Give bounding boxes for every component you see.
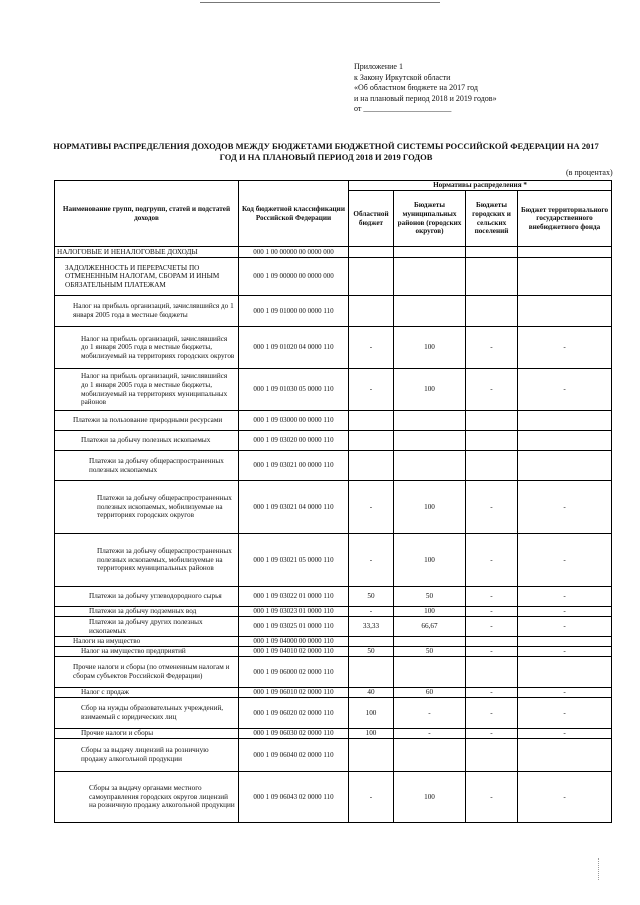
row-name: Сбор на нужды образовательных учреждений, взимаемый с юридических лиц <box>55 698 239 729</box>
row-settlements-value: - <box>466 534 518 587</box>
row-settlements-value: - <box>466 481 518 534</box>
row-regional-value: - <box>349 369 394 411</box>
row-name: Платежи за добычу углеводородного сырья <box>55 587 239 607</box>
row-fund-value: - <box>518 369 612 411</box>
row-municipal-value <box>394 657 466 688</box>
row-name: Платежи за добычу полезных ископаемых <box>55 431 239 451</box>
row-municipal-value <box>394 411 466 431</box>
row-settlements-value: - <box>466 729 518 739</box>
appendix-line: и на плановый период 2018 и 2019 годов» <box>354 93 497 103</box>
row-municipal-value: 60 <box>394 688 466 698</box>
row-fund-value: - <box>518 587 612 607</box>
row-fund-value: - <box>518 729 612 739</box>
row-settlements-value: - <box>466 369 518 411</box>
row-municipal-value: 100 <box>394 369 466 411</box>
table-row <box>55 698 612 729</box>
table-row <box>55 247 612 258</box>
header-name: Наименование групп, подгрупп, статей и подстатей доходов <box>55 181 239 247</box>
row-code: 000 1 09 03000 00 0000 110 <box>239 411 349 431</box>
row-municipal-value: 50 <box>394 587 466 607</box>
row-name: Прочие налоги и сборы (по отмененным налогам и сборам субъектов Российской Федерации) <box>55 657 239 688</box>
table-body <box>55 247 612 823</box>
row-fund-value: - <box>518 327 612 369</box>
row-fund-value: - <box>518 617 612 637</box>
row-settlements-value: - <box>466 607 518 617</box>
row-regional-value: 40 <box>349 688 394 698</box>
row-regional-value: 50 <box>349 587 394 607</box>
row-name: Налог с продаж <box>55 688 239 698</box>
row-settlements-value: - <box>466 587 518 607</box>
row-fund-value <box>518 657 612 688</box>
row-fund-value: - <box>518 481 612 534</box>
row-settlements-value: - <box>466 327 518 369</box>
table-row <box>55 369 612 411</box>
row-municipal-value: - <box>394 729 466 739</box>
row-municipal-value: 100 <box>394 327 466 369</box>
table-row <box>55 258 612 296</box>
row-code: 000 1 09 03021 05 0000 110 <box>239 534 349 587</box>
row-settlements-value <box>466 739 518 772</box>
row-municipal-value: 50 <box>394 647 466 657</box>
row-fund-value <box>518 258 612 296</box>
header-settlements: Бюджеты городских и сельских поселений <box>466 191 518 247</box>
row-code: 000 1 09 04010 02 0000 110 <box>239 647 349 657</box>
row-settlements-value <box>466 247 518 258</box>
row-fund-value: - <box>518 647 612 657</box>
row-code: 000 1 09 06020 02 0000 110 <box>239 698 349 729</box>
row-code: 000 1 09 01000 00 0000 110 <box>239 296 349 327</box>
row-name: Платежи за добычу общераспространенных полезных ископаемых <box>55 451 239 481</box>
appendix-line: к Закону Иркутской области <box>354 72 451 82</box>
row-regional-value: - <box>349 607 394 617</box>
row-code: 000 1 09 04000 00 0000 110 <box>239 637 349 647</box>
row-municipal-value: 100 <box>394 481 466 534</box>
row-code: 000 1 09 03021 00 0000 110 <box>239 451 349 481</box>
row-name: Прочие налоги и сборы <box>55 729 239 739</box>
row-settlements-value: - <box>466 772 518 823</box>
table-row <box>55 772 612 823</box>
appendix-block <box>354 62 497 115</box>
row-fund-value <box>518 431 612 451</box>
row-regional-value <box>349 258 394 296</box>
row-code: 000 1 09 03025 01 0000 110 <box>239 617 349 637</box>
row-settlements-value <box>466 451 518 481</box>
header-code: Код бюджетной классификации Российской Федерации <box>239 181 349 247</box>
row-code: 000 1 00 00000 00 0000 000 <box>239 247 349 258</box>
row-municipal-value <box>394 247 466 258</box>
row-fund-value: - <box>518 607 612 617</box>
table-row <box>55 431 612 451</box>
row-regional-value <box>349 657 394 688</box>
row-code: 000 1 09 00000 00 0000 000 <box>239 258 349 296</box>
row-municipal-value: - <box>394 698 466 729</box>
row-code: 000 1 09 06040 02 0000 110 <box>239 739 349 772</box>
row-regional-value <box>349 637 394 647</box>
table-row <box>55 587 612 607</box>
row-municipal-value: 66,67 <box>394 617 466 637</box>
table-row <box>55 534 612 587</box>
row-name: Платежи за добычу общераспространенных полезных ископаемых, мобилизуемые на территориях городских округов <box>55 481 239 534</box>
header-municipal: Бюджеты муниципальных районов (городских округов) <box>394 191 466 247</box>
row-settlements-value <box>466 637 518 647</box>
row-settlements-value: - <box>466 688 518 698</box>
row-code: 000 1 09 06010 02 0000 110 <box>239 688 349 698</box>
row-name: НАЛОГОВЫЕ И НЕНАЛОГОВЫЕ ДОХОДЫ <box>55 247 239 258</box>
row-code: 000 1 09 03022 01 0000 110 <box>239 587 349 607</box>
row-settlements-value: - <box>466 698 518 729</box>
row-regional-value <box>349 451 394 481</box>
row-regional-value: 50 <box>349 647 394 657</box>
table-row <box>55 688 612 698</box>
row-settlements-value <box>466 657 518 688</box>
row-regional-value: - <box>349 327 394 369</box>
row-fund-value <box>518 296 612 327</box>
unit-note: (в процентах) <box>566 168 613 177</box>
row-fund-value: - <box>518 534 612 587</box>
table-row <box>55 739 612 772</box>
row-name: Сборы за выдачу органами местного самоуправления городских округов лицензий на розничную продажу алкогольной продукции <box>55 772 239 823</box>
row-municipal-value <box>394 739 466 772</box>
row-regional-value: - <box>349 534 394 587</box>
row-name: Налог на имущество предприятий <box>55 647 239 657</box>
row-settlements-value <box>466 431 518 451</box>
row-regional-value <box>349 411 394 431</box>
table-row <box>55 637 612 647</box>
table-row <box>55 647 612 657</box>
top-border-line <box>200 2 440 3</box>
table-row <box>55 729 612 739</box>
table-row <box>55 411 612 431</box>
row-code: 000 1 09 01020 04 0000 110 <box>239 327 349 369</box>
row-code: 000 1 09 03021 04 0000 110 <box>239 481 349 534</box>
row-settlements-value <box>466 296 518 327</box>
row-name: ЗАДОЛЖЕННОСТЬ И ПЕРЕРАСЧЕТЫ ПО ОТМЕНЕННЫМ НАЛОГАМ, СБОРАМ И ИНЫМ ОБЯЗАТЕЛЬНЫМ ПЛАТЕЖАМ <box>55 258 239 296</box>
header-fund: Бюджет территориального государственного внебюджетного фонда <box>518 191 612 247</box>
row-regional-value <box>349 247 394 258</box>
row-municipal-value <box>394 431 466 451</box>
row-fund-value <box>518 637 612 647</box>
row-name: Платежи за пользование природными ресурсами <box>55 411 239 431</box>
row-name: Платежи за добычу общераспространенных полезных ископаемых, мобилизуемые на территориях муниципальных районов <box>55 534 239 587</box>
table-row <box>55 657 612 688</box>
row-code: 000 1 09 06000 02 0000 110 <box>239 657 349 688</box>
row-regional-value: 100 <box>349 729 394 739</box>
row-fund-value: - <box>518 698 612 729</box>
row-fund-value <box>518 247 612 258</box>
row-regional-value <box>349 431 394 451</box>
row-name: Налог на прибыль организаций, зачислявшийся до 1 января 2005 года в местные бюджеты, мобилизуемый на территориях городских округов <box>55 327 239 369</box>
distribution-norms-table <box>54 180 612 823</box>
row-settlements-value: - <box>466 647 518 657</box>
row-settlements-value <box>466 411 518 431</box>
row-regional-value: 33,33 <box>349 617 394 637</box>
row-regional-value: 100 <box>349 698 394 729</box>
row-municipal-value <box>394 258 466 296</box>
row-name: Налог на прибыль организаций, зачислявшийся до 1 января 2005 года в местные бюджеты <box>55 296 239 327</box>
row-municipal-value: 100 <box>394 772 466 823</box>
row-settlements-value <box>466 258 518 296</box>
row-name: Сборы за выдачу лицензий на розничную продажу алкогольной продукции <box>55 739 239 772</box>
row-name: Налоги на имущество <box>55 637 239 647</box>
row-fund-value <box>518 451 612 481</box>
row-code: 000 1 09 06030 02 0000 110 <box>239 729 349 739</box>
row-fund-value <box>518 739 612 772</box>
header-regional: Областной бюджет <box>349 191 394 247</box>
table-row <box>55 296 612 327</box>
document-title: НОРМАТИВЫ РАСПРЕДЕЛЕНИЯ ДОХОДОВ МЕЖДУ БЮДЖЕТАМИ БЮДЖЕТНОЙ СИСТЕМЫ РОССИЙСКОЙ ФЕДЕРАЦИИ НА 2017 ГОД И НА ПЛАНОВЫЙ ПЕРИОД 2018 И 2019 ГОДОВ <box>53 141 599 162</box>
row-municipal-value <box>394 637 466 647</box>
table-row <box>55 481 612 534</box>
appendix-line: «Об областном бюджете на 2017 год <box>354 83 478 92</box>
row-regional-value <box>349 296 394 327</box>
appendix-line: Приложение 1 <box>354 62 403 71</box>
table-row <box>55 617 612 637</box>
row-regional-value: - <box>349 481 394 534</box>
row-municipal-value: 100 <box>394 607 466 617</box>
header-norms: Нормативы распределения * <box>349 181 612 191</box>
row-name: Платежи за добычу других полезных ископаемых <box>55 617 239 637</box>
row-regional-value <box>349 739 394 772</box>
table-row <box>55 451 612 481</box>
table-row <box>55 327 612 369</box>
row-municipal-value <box>394 451 466 481</box>
row-name: Платежи за добычу подземных вод <box>55 607 239 617</box>
row-name: Налог на прибыль организаций, зачислявшийся до 1 января 2005 года в местные бюджеты, мобилизуемый на территориях муниципальных районов <box>55 369 239 411</box>
row-code: 000 1 09 01030 05 0000 110 <box>239 369 349 411</box>
row-fund-value: - <box>518 688 612 698</box>
row-settlements-value: - <box>466 617 518 637</box>
row-fund-value <box>518 411 612 431</box>
row-municipal-value: 100 <box>394 534 466 587</box>
row-code: 000 1 09 03023 01 0000 110 <box>239 607 349 617</box>
page-edge-mark <box>598 858 600 880</box>
row-fund-value: - <box>518 772 612 823</box>
row-regional-value: - <box>349 772 394 823</box>
row-code: 000 1 09 03020 00 0000 110 <box>239 431 349 451</box>
appendix-line: от ______________________ <box>354 104 452 113</box>
row-code: 000 1 09 06043 02 0000 110 <box>239 772 349 823</box>
table-row <box>55 607 612 617</box>
row-municipal-value <box>394 296 466 327</box>
